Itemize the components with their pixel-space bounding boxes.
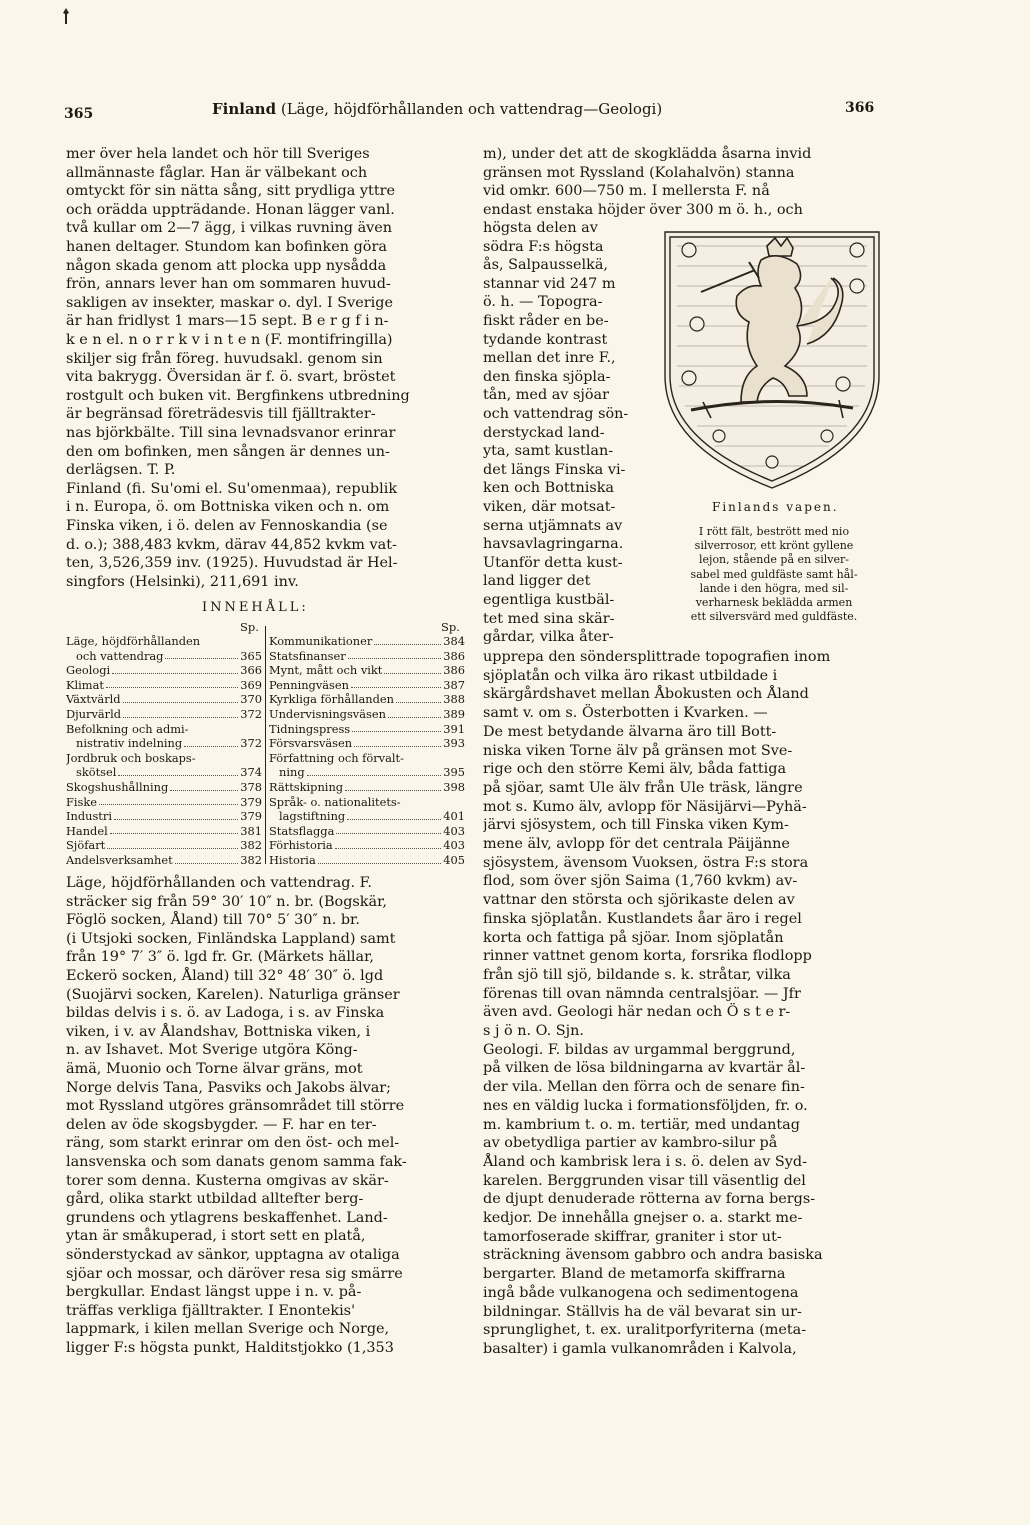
toc-entry (66, 824, 262, 839)
text-line: Åland och kambrisk lera i s. ö. delen av Syd- (483, 1153, 807, 1170)
text-line: högsta delen av (483, 220, 598, 236)
toc-leader (345, 780, 441, 791)
text-line: egentliga kustbäl- (483, 592, 615, 608)
toc-entry-label: Mynt, mått och vikt (269, 663, 383, 678)
text-line: kedjor. De innehålla gnejser o. a. starkt me- (483, 1210, 803, 1226)
text-line: från 19° 7′ 3″ ö. lgd fr. Gr. (Märkets hällar, (66, 949, 374, 966)
toc-entry (66, 722, 262, 737)
text-line: vita bakrygg. Översidan är f. ö. svart, bröstet (66, 369, 396, 386)
toc-leader (118, 765, 238, 776)
toc-divider (265, 626, 266, 864)
text-line: nes en väldig lucka i formationsföljden, fr. o. (483, 1097, 808, 1114)
text-line: endast enstaka höjder över 300 m ö. h., och (483, 201, 803, 218)
text-line: bildas delvis i s. ö. av Ladoga, i s. av Finska (66, 1005, 385, 1022)
toc-entry (269, 751, 465, 766)
text-line: der vila. Mellan den förra och de senare fin- (483, 1079, 805, 1096)
toc-leader (99, 795, 238, 806)
caption-line: sabel med guldfäste samt hål- (690, 567, 858, 581)
toc-entry-label: Historia (269, 852, 316, 867)
toc-entry-label: Läge, höjdförhållanden (66, 634, 201, 648)
running-header-subtitle: (Läge, höjdförhållanden och vattendrag—Geologi) (280, 100, 663, 118)
toc-entry-label: Kyrkliga förhållanden (269, 692, 394, 707)
toc-leader (347, 809, 441, 820)
text-line: delen av öde skogsbygder. — F. har en ter- (66, 1116, 377, 1133)
text-line: derstyckad land- (483, 424, 605, 441)
text-line: flod, som över sjön Saima (1,760 kvkm) av- (483, 873, 798, 890)
text-line: mot s. Kumo älv, avlopp för Näsijärvi—Pyhä- (483, 798, 807, 815)
caption-line: ett silversvärd med guldfäste. (690, 610, 858, 624)
toc-entry (66, 751, 262, 766)
text-line: ligger F:s högsta punkt, Halditstjokko (1,353 (66, 1340, 394, 1356)
text-line: mellan det inre F., (483, 350, 616, 367)
text-line: allmännaste fåglar. Han är välbekant och (66, 164, 368, 181)
text-line: sprunglighet, t. ex. uralitporfyriterna (meta- (483, 1322, 807, 1339)
text-line: träffas verkliga fjälltrakter. I Enontekis' (66, 1302, 356, 1319)
text-line: m), under det att de skogklädda åsarna invid (483, 146, 812, 162)
text-line: bildningar. Ställvis ha de väl bevarat sin ur- (483, 1303, 802, 1320)
text-line: karelen. Berggrunden visar till väsentlig del (483, 1172, 806, 1189)
caption-line: I rött fält, bestrött med nio (698, 525, 850, 538)
toc-leader (388, 707, 441, 718)
caption-line: lejon, stående på en silver- (699, 553, 849, 567)
toc-entry (269, 736, 465, 751)
toc-entry-label: Försvarsväsen (269, 736, 353, 751)
toc-entry-label: Statsfinanser (269, 648, 346, 663)
toc-entry-label: Rättskipning (269, 779, 344, 794)
toc-entry-page: 379 (240, 809, 262, 824)
text-line: n. av Ishavet. Mot Sverige utgöra Köng- (66, 1042, 358, 1059)
toc-entry-page: 405 (443, 852, 465, 867)
text-line: av obetydliga partier av kambro-silur på (483, 1135, 778, 1152)
text-line: tamorfoserade skiffrar, graniter i stor ut- (483, 1228, 782, 1245)
text-line: i n. Europa, ö. om Bottniska viken och n. om (66, 499, 390, 516)
text-line: viken, i v. av Ålandshav, Bottniska viken, i (66, 1023, 371, 1040)
toc-entry-page: 369 (240, 677, 262, 692)
toc-entry-page: 391 (443, 721, 465, 736)
toc-entry-label: skötsel (76, 765, 117, 780)
text-line: s j ö n. O. Sjn. (483, 1023, 584, 1039)
text-line: ken och Bottniska (483, 480, 615, 497)
text-line: sjösystem, ävensom Vuoksen, östra F:s stora (483, 854, 809, 871)
toc-entry (66, 663, 262, 678)
text-line: ten, 3,526,359 inv. (1925). Huvudstad är Hel- (66, 555, 398, 572)
text-line: mot Ryssland utgöres gränsområdet till större (66, 1098, 405, 1115)
toc-entry-page: 384 (443, 634, 465, 648)
text-line: på sjöar, samt Ule älv från Ule träsk, längre (483, 779, 803, 796)
toc-leader (184, 736, 238, 747)
text-line: skärgårdshavet mellan Åbokusten och Åland (483, 686, 809, 703)
toc-entry-page: 372 (240, 706, 262, 721)
toc-entry-label: Tidningspress (269, 721, 351, 736)
text-line: serna utjämnats av (483, 517, 623, 534)
toc-leader (170, 780, 238, 791)
toc-entry (66, 736, 262, 751)
toc-leader (123, 692, 239, 703)
text-line: tån, med av sjöar (483, 387, 609, 404)
text-line: (Suojärvi socken, Karelen). Naturliga gränser (66, 986, 400, 1003)
toc-entry (269, 780, 465, 795)
text-line: finska sjöplatån. Kustlandets åar äro i regel (483, 910, 802, 927)
text-line: ytan är småkuperad, i stort sett en platå, (66, 1228, 366, 1245)
text-line: gårdar, vilka åter- (483, 629, 614, 646)
toc-entry-page: 401 (443, 809, 465, 824)
toc-entry-page: 386 (443, 663, 465, 678)
toc-entry-label: Språk- o. nationalitets- (269, 794, 401, 809)
fleur-mark-icon (62, 8, 70, 24)
toc-entry-page: 403 (443, 838, 465, 853)
text-line: skiljer sig från föreg. huvudsakl. genom sin (66, 350, 383, 367)
text-line: ås, Salpausselkä, (483, 257, 608, 274)
text-line: omtyckt för sin nätta sång, sitt prydliga yttre (66, 183, 396, 200)
text-line: Utanför detta kust- (483, 554, 623, 571)
toc-leader (374, 634, 441, 645)
toc-entry-page: 372 (240, 736, 262, 751)
toc-entry-label: Förhistoria (269, 838, 333, 853)
toc-entry (269, 707, 465, 722)
text-line: Eckerö socken, Åland) till 32° 48′ 30″ ö. lgd (66, 968, 384, 984)
toc-left-list (66, 634, 262, 868)
text-line: sönderstyckad av sänkor, upptagna av otaliga (66, 1247, 400, 1263)
toc-leader (112, 663, 238, 674)
toc-leader (123, 707, 238, 718)
text-line: tydande kontrast (483, 331, 608, 348)
text-line: även avd. Geologi här nedan och Ö s t e r- (483, 1004, 791, 1021)
toc-entry-label: Skogshushållning (66, 779, 169, 794)
toc-leader (396, 692, 441, 703)
text-line: den finska sjöpla- (483, 368, 611, 385)
toc-entry-label: Penningväsen (269, 677, 349, 692)
text-line: någon skada genom att plocka upp nysådda (66, 257, 387, 274)
toc-entry (66, 795, 262, 810)
text-line: yta, samt kustlan- (483, 443, 614, 460)
toc-leader (175, 853, 239, 864)
caption-line: lande i den högra, med sil- (699, 581, 849, 595)
toc-entry (269, 795, 465, 810)
toc-entry-label: Växtvärld (66, 692, 121, 707)
toc-leader (165, 649, 238, 660)
text-line: nas björkbälte. Till sina levnadsvanor erinrar (66, 425, 396, 441)
text-line: och vattendrag sön- (483, 406, 629, 422)
text-line: ämä, Muonio och Torne älvar gräns, mot (66, 1061, 363, 1077)
text-line: m. kambrium t. o. m. tertiär, med undantag (483, 1116, 800, 1133)
toc-leader (106, 678, 238, 689)
text-line: rinner vattnet genom korta, forsrika flodlopp (483, 948, 812, 965)
toc-entry-label: Jordbruk och boskaps- (66, 750, 196, 765)
text-line: på vilken de lösa bildningarna av kvartär ål- (483, 1060, 806, 1077)
toc-entry (269, 663, 465, 678)
text-line: samt v. om s. Österbotten i Kvarken. — (483, 705, 768, 722)
text-line: sjöplatån och vilka äro rikast utbildade i (483, 667, 778, 684)
toc-entry-page: 388 (443, 692, 465, 707)
text-line: lansvenska och som danats genom samma fak- (66, 1154, 407, 1170)
toc-entry-page: 387 (443, 677, 465, 692)
text-line: två kullar om 2—7 ägg, i vilkas ruvning även (66, 220, 393, 237)
toc-entry (66, 634, 262, 649)
toc-entry (66, 765, 262, 780)
text-line: niska viken Torne älv på gränsen mot Sve- (483, 742, 793, 759)
toc-entry-label: Fiske (66, 794, 98, 809)
toc-leader (348, 649, 442, 660)
caption-line: silverrosor, ett krönt gyllene (694, 539, 854, 553)
toc-entry (66, 692, 262, 707)
toc-entry (269, 692, 465, 707)
text-line: södra F:s högsta (483, 238, 604, 255)
text-line: lappmark, i kilen mellan Sverige och Norge, (66, 1321, 390, 1338)
text-line: grundens och ytlagrens beskaffenhet. Land- (66, 1209, 388, 1226)
toc-entry (66, 707, 262, 722)
toc-leader (114, 809, 238, 820)
text-line: Finska viken, i ö. delen av Fennoskandia (se (66, 518, 388, 534)
toc-entry (269, 765, 465, 780)
text-line: ö. h. — Topogra- (483, 294, 603, 311)
toc-entry-page: 386 (443, 648, 465, 663)
text-line: d. o.); 388,483 kvkm, därav 44,852 kvkm vat- (66, 536, 397, 553)
text-line: är han fridlyst 1 mars—15 sept. B e r g f i n- (66, 313, 389, 330)
running-header (212, 100, 662, 118)
toc-entry-page: 366 (240, 663, 262, 678)
toc-entry-label: Klimat (66, 677, 104, 692)
toc-leader (110, 824, 239, 835)
toc-entry-label: Undervisningsväsen (269, 706, 386, 721)
toc-entry-label: Statsflagga (269, 823, 335, 838)
toc-entry-page: 381 (240, 823, 262, 838)
page-number-right: 366 (845, 100, 875, 116)
caption-line: verharnesk beklädda armen (695, 596, 853, 609)
text-line: gård, olika starkt utbildad alltefter berg- (66, 1191, 364, 1208)
text-line: stannar vid 247 m (483, 275, 616, 292)
toc-entry-page: 382 (240, 852, 262, 867)
text-line: viken, där motsat- (483, 499, 616, 515)
toc-entry (66, 649, 262, 664)
text-line: torer som denna. Kusterna omgivas av skär- (66, 1172, 389, 1189)
toc-entry (269, 809, 465, 824)
toc-right-list (269, 634, 465, 868)
toc-entry-page: 365 (240, 648, 262, 663)
text-line: sträckning ävensom gabbro och andra basiska (483, 1247, 823, 1264)
toc-entry (269, 824, 465, 839)
figure-title: Finlands vapen. (712, 500, 839, 514)
toc-entry (269, 678, 465, 693)
toc-entry-page: 379 (240, 794, 262, 809)
toc-entry-label: Sjöfart (66, 838, 106, 853)
text-line: sjöar och mossar, och däröver resa sig smärre (66, 1265, 403, 1282)
text-line: mer över hela landet och hör till Sveriges (66, 146, 370, 162)
text-line: från sjö till sjö, bildande s. k. stråtar, vilka (483, 966, 791, 983)
toc-sp-right: Sp. (441, 620, 460, 634)
toc-entry-label: Djurvärld (66, 706, 122, 721)
toc-entry-page: 398 (443, 779, 465, 794)
toc-entry-label: Befolkning och admi- (66, 721, 189, 736)
text-line: de djupt denuderade rötterna av forna bergs- (483, 1191, 816, 1208)
toc-entry-page: 393 (443, 736, 465, 751)
coat-of-arms (657, 226, 887, 494)
text-line: vid omkr. 600—750 m. I mellersta F. nå (483, 183, 770, 200)
toc-heading: INNEHÅLL: (202, 600, 309, 615)
text-line: De mest betydande älvarna äro till Bott- (483, 723, 777, 740)
toc-leader (335, 838, 442, 849)
text-line: är begränsad företrädesvis till fjälltrakter- (66, 406, 376, 423)
text-line: vattnar den största och sjörikaste delen av (483, 892, 795, 909)
toc-entry-page: 389 (443, 706, 465, 721)
toc-entry-label: och vattendrag (76, 648, 164, 663)
text-line: derlägsen. T. P. (66, 462, 176, 479)
running-header-title: Finland (212, 100, 277, 118)
text-line: hanen deltager. Stundom kan bofinken göra (66, 239, 387, 255)
text-line: singfors (Helsinki), 211,691 inv. (66, 573, 299, 590)
text-line: och orädda uppträdande. Honan lägger vanl. (66, 201, 395, 218)
text-line: förenas till ovan nämnda centralsjöar. — Jfr (483, 985, 801, 1002)
toc-entry-label: Geologi (66, 663, 111, 678)
text-line: sträcker sig från 59° 30′ 10″ n. br. (Bogskär, (66, 893, 387, 910)
toc-entry-label: Författning och förvalt- (269, 750, 404, 765)
toc-leader (384, 663, 441, 674)
toc-entry-page: 374 (240, 765, 262, 780)
toc-entry-label: ning (279, 765, 305, 780)
text-line: (i Utsjoki socken, Finländska Lappland) samt (66, 930, 396, 947)
text-line: tet med sina skär- (483, 610, 615, 627)
text-line: den om bofinken, men sången är dennes un- (66, 443, 390, 460)
toc-entry-page: 370 (240, 692, 262, 707)
text-line: Finland (fi. Su'omi el. Su'omenmaa), republik (66, 480, 398, 497)
text-line: Geologi. F. bildas av urgammal berggrund, (483, 1041, 796, 1058)
text-line: räng, som starkt erinrar om den öst- och mel- (66, 1135, 400, 1152)
toc-entry (269, 649, 465, 664)
toc-entry-label: lagstiftning (279, 809, 346, 824)
toc-entry-page: 403 (443, 823, 465, 838)
text-line: fiskt råder en be- (483, 313, 609, 329)
toc-leader (307, 765, 442, 776)
page-number-left: 365 (64, 106, 94, 122)
toc-entry (66, 809, 262, 824)
toc-leader (336, 824, 441, 835)
toc-entry-label: nistrativ indelning (76, 736, 183, 751)
toc-leader (354, 736, 441, 747)
text-line: upprepa den söndersplittrade topografien inom (483, 649, 831, 665)
text-line: järvi sjösystem, och till Finska viken Kym- (483, 817, 789, 834)
text-line: rige och den större Kemi älv, båda fattiga (483, 761, 787, 778)
toc-leader (352, 722, 441, 733)
toc-entry-page: 395 (443, 765, 465, 780)
text-line: Norge delvis Tana, Pasviks och Jakobs älvar; (66, 1079, 392, 1096)
toc-entry (269, 722, 465, 737)
toc-leader (351, 678, 441, 689)
text-line: Läge, höjdförhållanden och vattendrag. F. (66, 875, 372, 891)
text-line: bergarter. Bland de metamorfa skiffrarna (483, 1266, 786, 1283)
text-line: rostgult och buken vit. Bergfinkens utbredning (66, 387, 410, 404)
toc-entry (269, 853, 465, 868)
toc-sp-left: Sp. (240, 620, 259, 634)
toc-entry-label: Andelsverksamhet (66, 852, 173, 867)
text-line: k e n el. n o r r k v i n t e n (F. montifringilla) (66, 332, 393, 348)
text-line: frön, annars lever han om sommaren huvud- (66, 276, 391, 293)
toc-entry-label: Handel (66, 823, 108, 838)
toc-entry (269, 634, 465, 649)
toc-leader (107, 838, 238, 849)
text-line: havsavlagringarna. (483, 536, 624, 553)
text-line: basalter) i gamla vulkanområden i Kalvola, (483, 1340, 797, 1357)
text-line: Föglö socken, Åland) till 70° 5′ 30″ n. br. (66, 912, 360, 929)
text-line: ingå både vulkanogena och sedimentogena (483, 1284, 799, 1301)
text-line: bergkullar. Endast längst uppe i n. v. på- (66, 1284, 362, 1301)
toc-entry-label: Kommunikationer (269, 634, 373, 648)
toc-entry-page: 378 (240, 779, 262, 794)
text-line: korta och fattiga på sjöar. Inom sjöplatån (483, 929, 784, 946)
text-line: gränsen mot Ryssland (Kolahalvön) stanna (483, 164, 795, 181)
toc-entry (66, 780, 262, 795)
text-line: mene älv, avlopp för det centrala Päijänne (483, 836, 790, 852)
toc-entry (66, 853, 262, 868)
text-line: sakligen av insekter, maskar o. dyl. I Sverige (66, 294, 393, 311)
text-line: land ligger det (483, 573, 591, 590)
toc-leader (318, 853, 442, 864)
toc-entry-page: 382 (240, 838, 262, 853)
toc-entry (269, 838, 465, 853)
toc-entry (66, 838, 262, 853)
text-line: det längs Finska vi- (483, 461, 626, 478)
toc-entry (66, 678, 262, 693)
toc-entry-label: Industri (66, 809, 112, 824)
